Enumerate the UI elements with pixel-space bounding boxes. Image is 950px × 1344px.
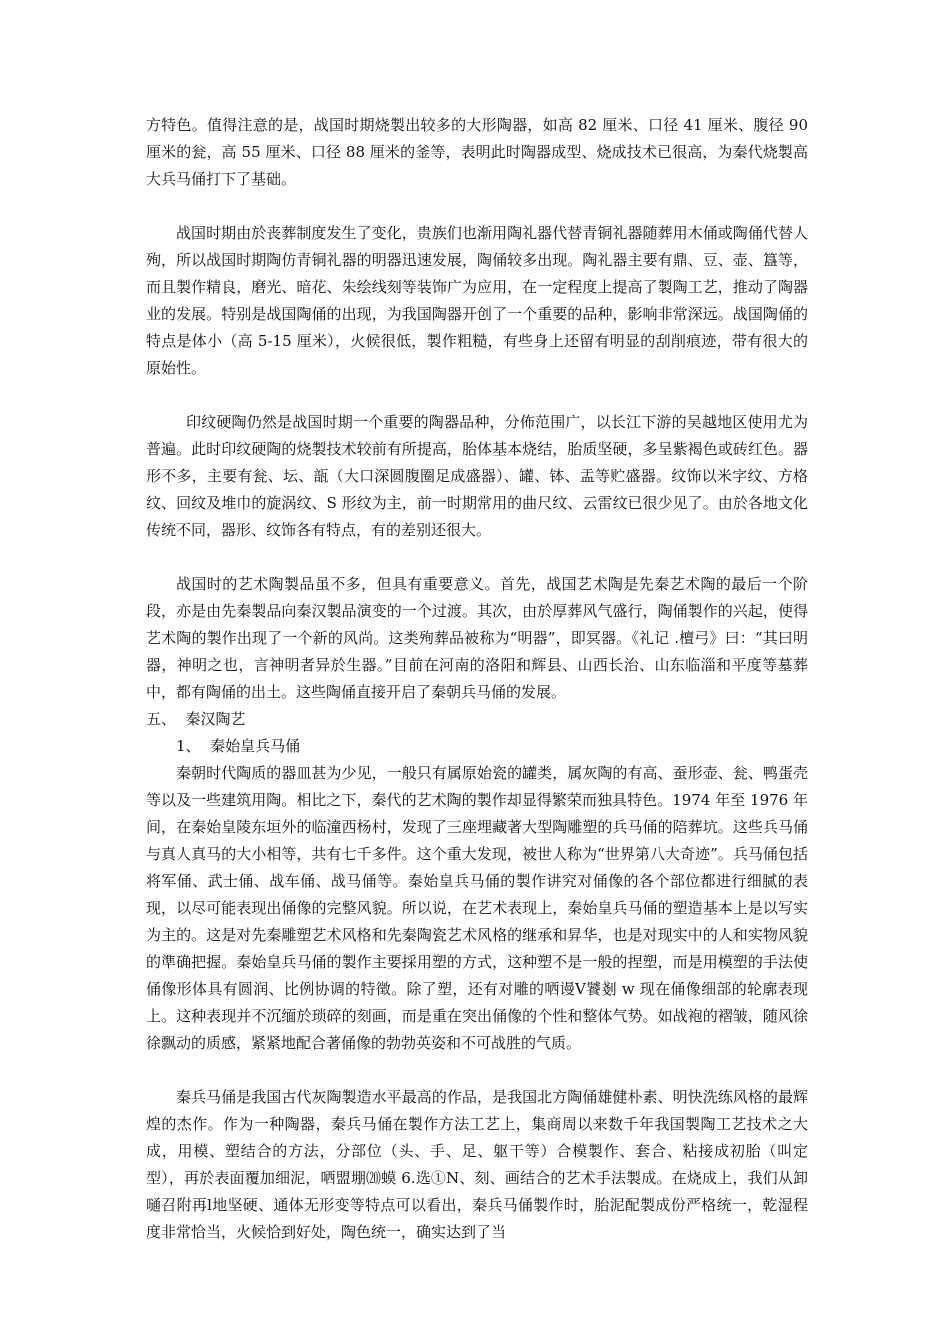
paragraph-stamped-hard-pottery: 印纹硬陶仍然是战国时期一个重要的陶器品种，分佈范围广，以长江下游的吴越地区使用尤为普遍。此时印纹硬陶的烧製技术较前有所提高，胎体基本烧结，胎质坚硬，多呈紫褐色或砖红色。器形不多，主要有瓮、坛、瓿（大口深圆腹圈足成盛器）、罐、钵、盂等贮盛器。纹饰以米字纹、方格纹、回纹及堆巾的旋涡纹、S 形纹为主，前一时期常用的曲尺纹、云雷纹已很少见了。由於各地文化传统不同，器形、纹饰各有特点，有的差别还很大。 [146, 413, 808, 539]
paragraph-spacer [146, 544, 808, 571]
document-body [146, 112, 808, 1246]
paragraph-spacer [146, 193, 808, 220]
paragraph-art-pottery-significance: 战国时的艺术陶製品虽不多，但具有重要意义。首先，战国艺术陶是先秦艺术陶的最后一个阶段，亦是由先秦製品向秦汉製品演变的一个过渡。其次，由於厚葬风气盛行，陶俑製作的兴起，使得艺术陶的製作出现了一个新的风尚。这类殉葬品被称为“明器”，即冥器。《礼记 .檀弓》曰：“其曰明器，神明之也，言神明者异於生器。”目前在河南的洛阳和辉县、山西长治、山东临淄和平度等墓葬中，都有陶俑的出土。这些陶俑直接开启了秦朝兵马俑的发展。 [146, 575, 808, 701]
paragraph-terracotta-craftsmanship: 秦兵马俑是我国古代灰陶製造水平最高的作品，是我国北方陶俑雄健朴素、明快洗练风格的最辉煌的杰作。作为一种陶器，秦兵马俑在製作方法工艺上，集商周以来数千年我国製陶工艺技术之大成，用模、塑结合的方法，分部位（头、手、足、躯干等）合模製作、套合、粘接成初胎（叫定型），再於表面覆加细泥，哂盟堋⒇蟆 6.选①N、刻、画结合的艺术手法製成。在烧成上，我们从卸嗵召附再l地坚硬、通体无形变等特点可以看出，秦兵马俑製作时，胎泥配製成份严格统一，乾湿程度非常恰当，火候恰到好处，陶色统一，确实达到了当 [146, 1088, 808, 1241]
paragraph-spacer [146, 382, 808, 409]
subsection-heading: 1、 秦始皇兵马俑 [176, 737, 301, 755]
paragraph-burial-system-pottery-figures: 战国时期由於丧葬制度发生了变化，贵族们也渐用陶礼器代替青铜礼器随葬用木俑或陶俑代替人殉，所以战国时期陶仿青铜礼器的明器迅速发展，陶俑较多出现。陶礼器主要有鼎、豆、壶、簋等，而且製作精良，磨光、暗花、朱绘线刻等装饰广为应用，在一定程度上提高了製陶工艺，推动了陶器业的发展。特别是战国陶俑的出现，为我国陶器开创了一个重要的品种，影响非常深远。战国陶俑的特点是体小（高 5-15 厘米），火候很低，製作粗糙，有些身上还留有明显的刮削痕迹，带有很大的原始性。 [146, 224, 808, 377]
paragraph-spacer [146, 1057, 808, 1084]
paragraph-ceramics-warring-states-large-vessels: 方特色。值得注意的是，战国时期烧製出较多的大形陶器，如高 82 厘米、口径 41 厘米、腹径 90 厘米的瓮，高 55 厘米、口径 88 厘米的釜等，表明此时陶器成型、烧成技术已很高，为秦代烧製高大兵马俑打下了基础。 [146, 116, 808, 188]
paragraph-qin-terracotta-army: 秦朝时代陶质的器皿甚为少见，一般只有属原始瓷的罐类，属灰陶的有高、蚕形壶、瓮、鸭蛋壳等以及一些建筑用陶。相比之下，秦代的艺术陶的製作却显得繁荣而独具特色。1974 年至 1976 年间，在秦始皇陵东垣外的临潼西杨村，发现了三座埋藏著大型陶雕塑的兵马俑的陪葬坑。这些兵马俑与真人真马的大小相等，共有七千多件。这个重大发现，被世人称为“世界第八大奇迹”。兵马俑包括将军俑、武士俑、战车俑、战马俑等。秦始皇兵马俑的製作讲究对俑像的各个部位都进行细腻的表现，以尽可能表现出俑像的完整风貌。所以说，在艺术表现上，秦始皇兵马俑的塑造基本上是以写实为主的。这是对先秦雕塑艺术风格和先秦陶瓷艺术风格的继承和昇华，也是对现实中的人和实物风貌的準确把握。秦始皇兵马俑的製作主要採用塑的方式，这种塑不是一般的捏塑，而是用模塑的手法使俑像形体具有圆润、比例协调的特徵。除了塑，还有对雕的哂谩Ⅴ饕剗 w 现在俑像细部的轮廓表现上。这种表现并不沉缅於琐碎的刻画，而是重在突出俑像的个性和整体气势。如战袍的褶皱，随风徐徐飘动的质感，紧紧地配合著俑像的勃勃英姿和不可战胜的气质。 [146, 764, 808, 1052]
section-heading: 五、 秦汉陶艺 [146, 710, 246, 728]
